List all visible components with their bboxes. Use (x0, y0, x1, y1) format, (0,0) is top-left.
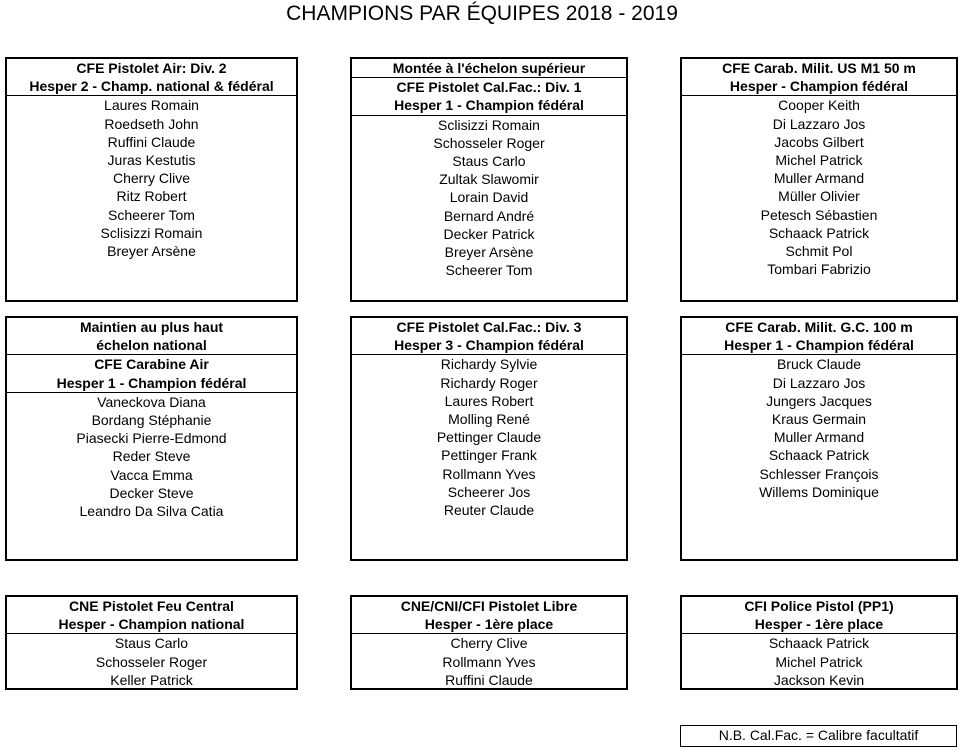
team-member: Bruck Claude (776, 356, 862, 373)
team-member: Keller Patrick (110, 671, 193, 688)
competition-title: CNE Pistolet Feu Central (69, 598, 234, 614)
team-result: Hesper - 1ère place (352, 615, 626, 634)
competition-title: CFE Pistolet Cal.Fac.: Div. 3 (396, 319, 582, 335)
team-member: Jacobs Gilbert (774, 133, 864, 150)
team-member: Roedseth John (104, 115, 199, 132)
team-member: Reder Steve (112, 448, 191, 465)
team-result: Hesper - Champion fédéral (682, 77, 956, 96)
team-member: Schlesser François (759, 465, 879, 482)
competition-title: CFE Pistolet Air: Div. 2 (76, 60, 227, 76)
team-member: Pettinger Claude (436, 429, 542, 446)
team-result: Hesper 1 - Champion fédéral (7, 374, 296, 393)
team-member: Schaack Patrick (768, 447, 870, 464)
team-member: Tombari Fabrizio (767, 261, 871, 278)
team-member: Breyer Arsène (444, 244, 534, 261)
team-box-pistolet-calfac-div3 (350, 316, 628, 561)
team-member: Staus Carlo (452, 153, 526, 170)
team-member: Rollmann Yves (442, 465, 536, 482)
team-member: Cooper Keith (778, 97, 860, 114)
competition-title: CFE Pistolet Cal.Fac.: Div. 1 (396, 79, 582, 96)
team-member: Vacca Emma (110, 466, 193, 483)
team-member: Zultak Slawomir (439, 171, 539, 188)
team-result: Hesper 2 - Champ. national & fédéral (7, 77, 296, 96)
team-member: Bordang Stéphanie (91, 412, 212, 429)
team-member: Müller Olivier (778, 188, 860, 205)
team-member: Di Lazzaro Jos (772, 374, 866, 391)
team-member: Decker Patrick (443, 225, 535, 242)
team-member: Di Lazzaro Jos (772, 115, 866, 132)
team-result: Hesper - Champion national (7, 615, 296, 634)
team-member: Richardy Sylvie (440, 356, 538, 373)
competition-title: CFE Carab. Milit. US M1 50 m (722, 60, 916, 76)
promotion-note: échelon national (7, 336, 296, 355)
team-box-carab-milit-us-m1 (680, 57, 958, 302)
team-member: Schaack Patrick (768, 224, 870, 241)
team-member: Piasecki Pierre-Edmond (76, 430, 227, 447)
competition-title: CFE Carabine Air (94, 356, 209, 373)
page-title: CHAMPIONS PAR ÉQUIPES 2018 - 2019 (286, 2, 678, 25)
team-box-police-pistol (680, 595, 958, 690)
team-member: Lorain David (449, 189, 529, 206)
team-box-carabine-air (5, 316, 298, 561)
promotion-note: Montée à l'échelon supérieur (352, 59, 626, 78)
team-member: Ruffini Claude (445, 671, 533, 688)
team-result: Hesper 1 - Champion fédéral (352, 96, 626, 115)
team-member: Willems Dominique (759, 483, 879, 500)
team-member: Vaneckova Diana (97, 393, 206, 410)
competition-title: CFI Police Pistol (PP1) (744, 598, 894, 614)
team-member: Reuter Claude (443, 502, 535, 519)
team-member: Ritz Robert (116, 188, 187, 205)
team-member: Molling René (448, 411, 530, 428)
team-box-pistolet-calfac-div1 (350, 57, 628, 302)
team-result: Hesper - 1ère place (682, 615, 956, 634)
team-box-pistolet-air-div2 (5, 57, 298, 302)
team-member: Sclisizzi Romain (438, 116, 540, 133)
team-member: Leandro Da Silva Catia (79, 503, 224, 520)
team-member: Juras Kestutis (107, 152, 196, 169)
competition-title: CFE Carab. Milit. G.C. 100 m (725, 319, 913, 335)
team-member: Sclisizzi Romain (100, 224, 203, 241)
team-member: Muller Armand (773, 429, 865, 446)
team-member: Ruffini Claude (107, 133, 196, 150)
promotion-note: Maintien au plus haut (79, 319, 224, 335)
team-member: Scheerer Tom (445, 262, 533, 279)
team-member: Michel Patrick (775, 152, 863, 169)
team-member: Michel Patrick (775, 653, 863, 670)
team-box-pistolet-feu-central (5, 595, 298, 690)
team-member: Laures Robert (444, 392, 534, 409)
team-member: Scheerer Jos (447, 483, 531, 500)
team-member: Pettinger Frank (441, 447, 537, 464)
team-member: Cherry Clive (112, 170, 190, 187)
team-member: Laures Romain (104, 97, 199, 114)
team-member: Petesch Sébastien (760, 206, 878, 223)
team-member: Jackson Kevin (773, 671, 865, 688)
team-member: Scheerer Tom (108, 206, 195, 223)
team-result: Hesper 3 - Champion fédéral (352, 336, 626, 355)
team-member: Rollmann Yves (442, 653, 536, 670)
team-member: Schmit Pol (785, 243, 853, 260)
competition-title: CNE/CNI/CFI Pistolet Libre (400, 598, 578, 614)
footnote: N.B. Cal.Fac. = Calibre facultatif (680, 725, 957, 747)
team-result: Hesper 1 - Champion fédéral (682, 336, 956, 355)
team-member: Staus Carlo (114, 635, 189, 652)
team-box-carab-milit-gc (680, 316, 958, 561)
team-member: Bernard André (443, 207, 535, 224)
team-member: Decker Steve (109, 484, 194, 501)
team-box-pistolet-libre (350, 595, 628, 690)
team-member: Breyer Arsène (107, 243, 196, 260)
team-member: Muller Armand (773, 170, 865, 187)
team-member: Schaack Patrick (768, 635, 870, 652)
team-member: Schosseler Roger (95, 653, 208, 670)
team-member: Schosseler Roger (433, 134, 545, 151)
team-member: Jungers Jacques (766, 392, 872, 409)
team-member: Kraus Germain (771, 411, 867, 428)
team-member: Richardy Roger (440, 374, 538, 391)
team-member: Cherry Clive (450, 635, 528, 652)
